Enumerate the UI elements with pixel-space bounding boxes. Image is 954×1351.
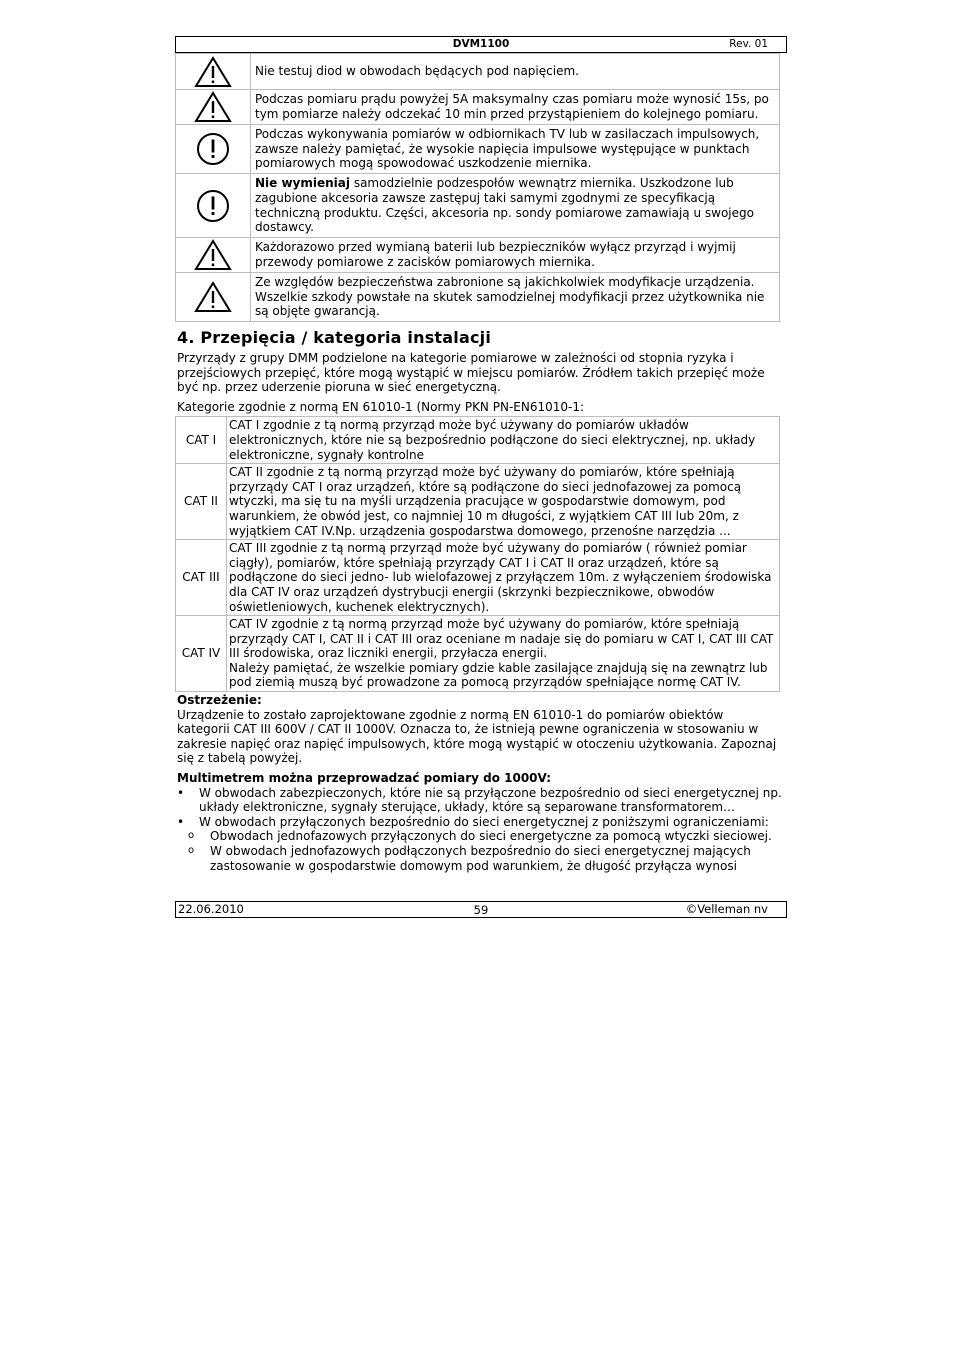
category-text: CAT IV zgodnie z tą normą przyrząd może być używany do pomiarów, które spełniają przyrządy CAT I, CAT II i CAT III oraz oceniane m nadaje się do pomiaru w CAT I, CAT III CAT III środowiska, oraz liczniki energii, przyłacza energii. Należy pamiętać, że wszelkie pomiary gdzie kable zasilające znajdują się na zewnątrz lub pod ziemią muszą być prowadzone za pomocą przyrządów spełniające normę CAT IV. <box>227 616 780 692</box>
warning-text: Podczas pomiaru prądu powyżej 5A maksymalny czas pomiaru może wynosić 15s, po tym pomiarze należy odczekać 10 min przed przystąpieniem do kolejnego pomiaru. <box>251 90 780 125</box>
warning-text: Każdorazowo przed wymianą baterii lub bezpieczników wyłącz przyrząd i wyjmij przewody pomiarowe z zacisków pomiarowych miernika. <box>251 238 780 273</box>
section-title: 4. Przepięcia / kategoria instalacji <box>177 328 492 347</box>
category-text: CAT III zgodnie z tą normą przyrząd może być używany do pomiarów ( również pomiar ciągły), pomiarów, które spełniają przyrządy CAT I i CAT II oraz urządzeń, które są podłączone do sieci jedno- lub wielofazowej z przyłączem 10m. z wyłączeniem środowiska dla CAT IV oraz urządzeń dystrybucji energii (skrzynki bezpiecznikowe, obwodów oświetleniowych, kuchenek elektrycznych). <box>227 540 780 616</box>
caution-circle-icon <box>196 189 230 223</box>
category-label: CAT II <box>176 464 227 540</box>
norm-line: Kategorie zgodnie z normą EN 61010-1 (Normy PKN PN-EN61010-1: <box>177 399 585 414</box>
header-revision: Rev. 01 <box>729 38 768 50</box>
page <box>175 36 787 873</box>
warning-icon-cell <box>176 174 251 238</box>
warning-row <box>176 125 780 174</box>
category-row <box>176 616 780 692</box>
category-row <box>176 540 780 616</box>
warning-text: Nie wymieniaj samodzielnie podzespołów wewnątrz miernika. Uszkodzone lub zagubione akcesoria zawsze zastępuj taki samymi zgodnymi ze specyfikacją techniczną produktu. Części, akcesoria np. sondy pomiarowe zamawiają u swojego dostawcy. <box>251 174 780 238</box>
caution-title: Ostrzeżenie: <box>177 693 262 708</box>
page-header <box>175 36 787 53</box>
warning-text: Podczas wykonywania pomiarów w odbiornikach TV lub w zasilaczach impulsowych, zawsze należy pamiętać, że wysokie napięcia impulsowe występujące w punktach pomiarowych mogą spowodować uszkodzenie miernika. <box>251 125 780 174</box>
footer-date: 22.06.2010 <box>178 902 244 916</box>
warning-icon-cell <box>176 125 251 174</box>
category-label: CAT IV <box>176 616 227 692</box>
category-text: CAT I zgodnie z tą normą przyrząd może być używany do pomiarów układów elektronicznych, które nie są bezpośrednio podłączone do sieci elektrycznej, np. układy elektroniczne, sygnały kontrolne <box>227 417 780 464</box>
section-intro: Przyrządy z grupy DMM podzielone na kategorie pomiarowe w zależności od stopnia ryzyka i przejściowych przepięć, które mogą wystąpić w miejscu pomiarów. Źródłem takich przepięć może być np. przez uderzenie pioruna w sieć energetyczną. <box>177 351 765 395</box>
warning-row <box>176 90 780 125</box>
header-model: DVM1100 <box>452 38 510 50</box>
warning-icon-cell <box>176 273 251 322</box>
category-row <box>176 464 780 540</box>
list-item: • W obwodach przyłączonych bezpośrednio do sieci energetycznej z poniższymi ograniczeniami: <box>175 815 787 830</box>
warning-triangle-icon <box>194 281 232 313</box>
category-label: CAT I <box>176 417 227 464</box>
warning-row <box>176 174 780 238</box>
category-text: CAT II zgodnie z tą normą przyrząd może być używany do pomiarów, które spełniają przyrządy CAT I oraz urządzeń, które są podłączone do sieci jednofazowej za pomocą wtyczki, ma się tu na myśli urządzenia pracujące w gospodarstwie domowym, pod warunkiem, że obwód jest, co najmniej 10 m długości, z wyjątkiem CAT III lub 20m, z wyjątkiem CAT IV.Np. urządzenia gospodarstwa domowego, przenośne narzędzia ... <box>227 464 780 540</box>
footer-copyright: ©Velleman nv <box>685 902 768 916</box>
caution-circle-icon <box>196 132 230 166</box>
warning-triangle-icon <box>194 91 232 123</box>
page-number: 59 <box>473 903 489 917</box>
warning-text: Nie testuj diod w obwodach będących pod napięciem. <box>251 54 780 90</box>
measure-sub-bullets <box>175 829 787 873</box>
category-table <box>175 416 780 692</box>
list-item: o W obwodach jednofazowych podłączonych bezpośrednio do sieci energetycznej mających zastosowanie w gospodarstwie domowym pod warunkiem, że długość przyłącza wynosi <box>175 844 787 873</box>
page-footer <box>175 901 787 918</box>
warning-icon-cell <box>176 238 251 273</box>
warning-row <box>176 238 780 273</box>
safety-warnings-table <box>175 53 780 322</box>
warning-triangle-icon <box>194 56 232 88</box>
warning-text: Ze względów bezpieczeństwa zabronione są jakichkolwiek modyfikacje urządzenia. Wszelkie szkody powstałe na skutek samodzielnej modyfikacji przez użytkownika nie są objęte gwarancją. <box>251 273 780 322</box>
measure-bullets <box>175 786 787 830</box>
list-item: o Obwodach jednofazowych przyłączonych do sieci energetyczne za pomocą wtyczki sieciowej. <box>175 829 787 844</box>
warning-row <box>176 54 780 90</box>
warning-icon-cell <box>176 90 251 125</box>
category-label: CAT III <box>176 540 227 616</box>
warning-row <box>176 273 780 322</box>
measure-title: Multimetrem można przeprowadzać pomiary do 1000V: <box>177 771 552 786</box>
list-item: • W obwodach zabezpieczonych, które nie są przyłączone bezpośrednio od sieci energetycznej np. układy elektroniczne, sygnały sterujące, układy, które są separowane transformatorem… <box>175 786 787 815</box>
caution-text: Urządzenie to zostało zaprojektowane zgodnie z normą EN 61010-1 do pomiarów obiektów kategorii CAT III 600V / CAT II 1000V. Oznacza to, że istnieją pewne ograniczenia w stosowaniu w zakresie napięć oraz napięć impulsowych, które mogą wystąpić w otoczeniu użytkowania. Zapoznaj się z tabelą powyżej. <box>177 707 777 766</box>
category-row <box>176 417 780 464</box>
warning-icon-cell <box>176 54 251 90</box>
warning-triangle-icon <box>194 239 232 271</box>
